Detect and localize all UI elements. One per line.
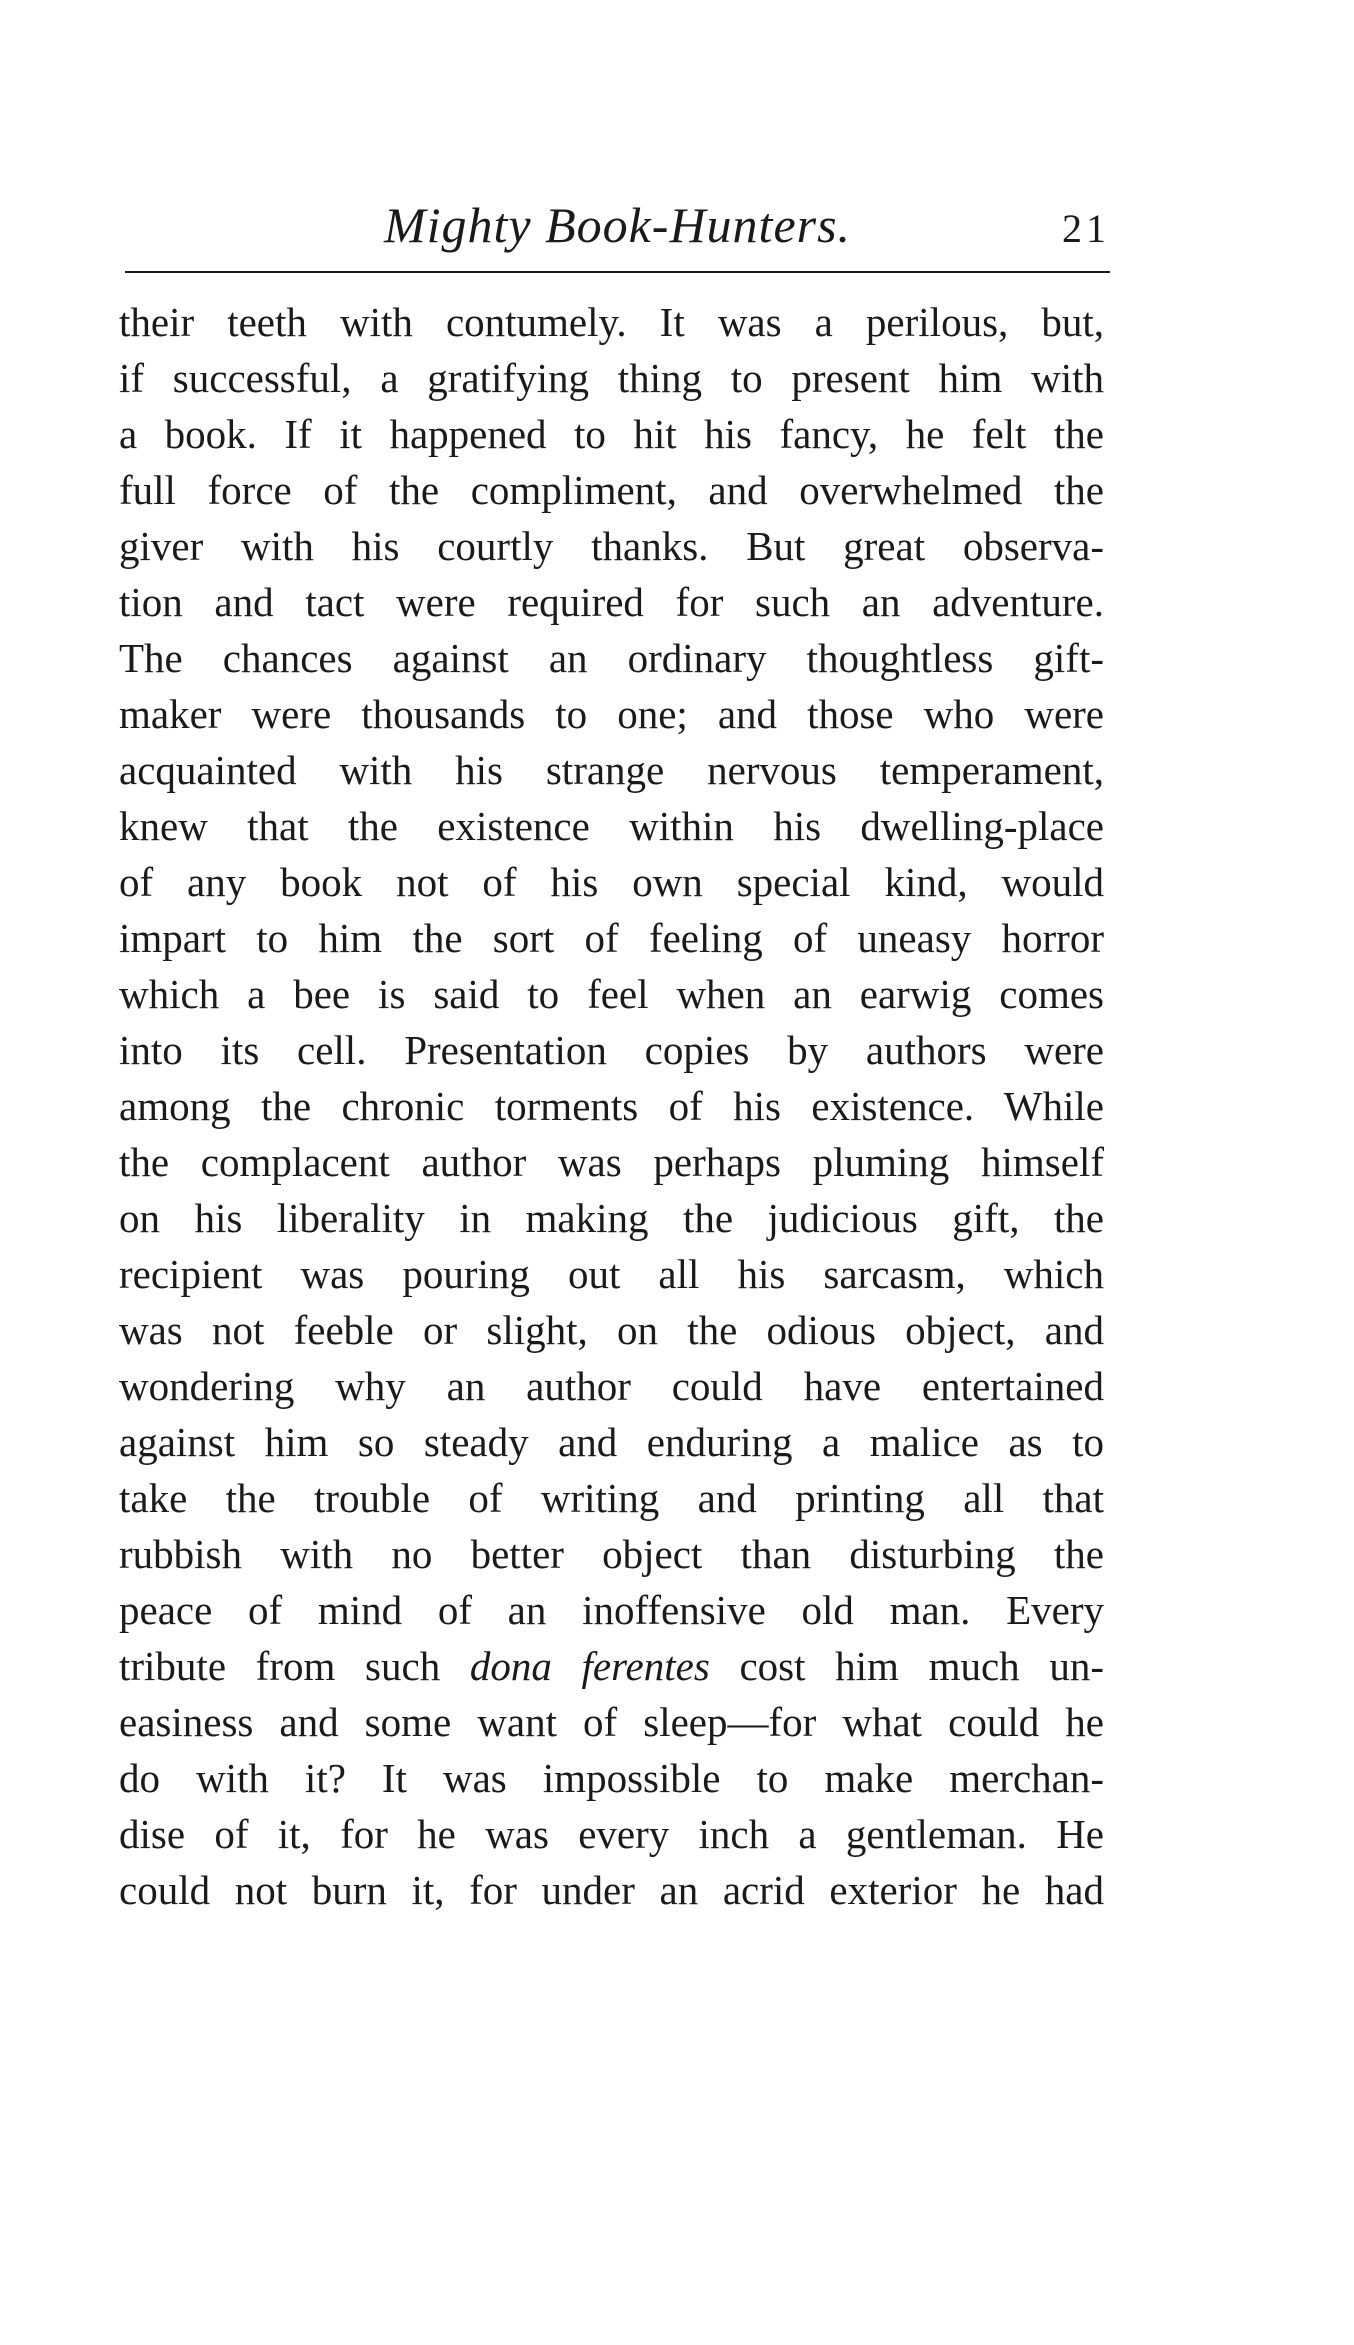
body-text (119, 294, 1104, 1918)
text-line: impart to him the sort of feeling of uneasy horror (119, 915, 1104, 961)
text-line: knew that the existence within his dwelling-place (119, 803, 1104, 849)
text-segment: tribute from such (119, 1643, 470, 1689)
running-head (125, 190, 1110, 260)
text-line: dise of it, for he was every inch a gentleman. He (119, 1811, 1104, 1857)
text-line: rubbish with no better object than disturbing the (119, 1531, 1104, 1577)
text-line: tion and tact were required for such an adventure. (119, 579, 1104, 625)
text-line: maker were thousands to one; and those who were (119, 691, 1104, 737)
text-line: take the trouble of writing and printing all that (119, 1475, 1104, 1521)
text-line: into its cell. Presentation copies by authors were (119, 1027, 1104, 1073)
text-line: The chances against an ordinary thoughtless gift- (119, 635, 1104, 681)
text-line: giver with his courtly thanks. But great observa- (119, 523, 1104, 569)
text-line: easiness and some want of sleep—for what could he (119, 1699, 1104, 1745)
text-segment: cost him much un- (709, 1643, 1104, 1689)
text-line: the complacent author was perhaps pluming himself (119, 1139, 1104, 1185)
page-number: 21 (1062, 206, 1110, 251)
running-title: Mighty Book-Hunters. (383, 197, 852, 253)
text-line: which a bee is said to feel when an earwig comes (119, 971, 1104, 1017)
text-line: their teeth with contumely. It was a perilous, but, (119, 299, 1104, 345)
text-line: was not feeble or slight, on the odious object, and (119, 1307, 1104, 1353)
text-line: on his liberality in making the judicious gift, the (119, 1195, 1104, 1241)
text-line: a book. If it happened to hit his fancy, he felt the (119, 411, 1104, 457)
italic-phrase: dona ferentes (469, 1643, 710, 1689)
text-line-with-italic (119, 1638, 1104, 1694)
text-line: of any book not of his own special kind, would (119, 859, 1104, 905)
text-line: could not burn it, for under an acrid exterior he had (119, 1867, 1104, 1913)
text-line: recipient was pouring out all his sarcasm, which (119, 1251, 1104, 1297)
text-line: among the chronic torments of his existence. While (119, 1083, 1104, 1129)
text-line: acquainted with his strange nervous temperament, (119, 747, 1104, 793)
header-rule (125, 271, 1110, 273)
text-line: do with it? It was impossible to make merchan- (119, 1755, 1104, 1801)
text-line: if successful, a gratifying thing to present him with (119, 355, 1104, 401)
text-line: full force of the compliment, and overwhelmed the (119, 467, 1104, 513)
text-line: wondering why an author could have entertained (119, 1363, 1104, 1409)
text-line: against him so steady and enduring a malice as to (119, 1419, 1104, 1465)
text-line: peace of mind of an inoffensive old man. Every (119, 1587, 1104, 1633)
